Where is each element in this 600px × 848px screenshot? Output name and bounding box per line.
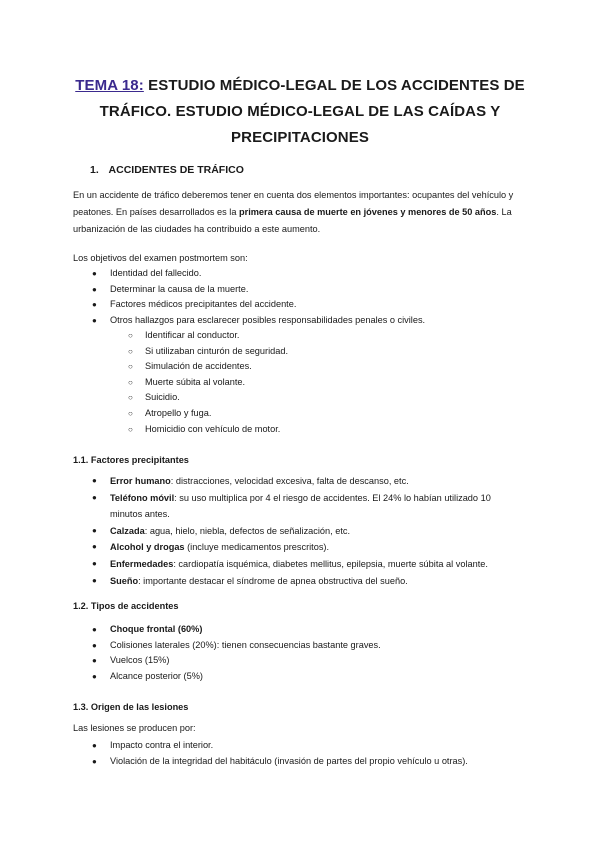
factor-label: Sueño [110, 575, 139, 586]
title-text: ESTUDIO MÉDICO-LEGAL DE LOS ACCIDENTES DE TRÁFICO. ESTUDIO MÉDICO-LEGAL DE LAS CAÍDAS Y PRECIPITACIONES [99, 77, 525, 146]
list-item-text: Vuelcos (15%) [110, 655, 170, 666]
factor-label: Enfermedades [110, 558, 174, 569]
list-item [0, 406, 600, 422]
bullet-icon: ● [92, 656, 97, 666]
bullet-icon: ● [92, 525, 97, 535]
intro-text-bold: primera causa de muerte en jóvenes y menores de 50 años [239, 207, 497, 217]
list-item [0, 622, 600, 638]
list-item [0, 754, 600, 770]
list-item-text: Muerte súbita al volante. [145, 376, 246, 387]
list-item-text: Factores médicos precipitantes del accidente. [110, 299, 297, 310]
list-item [0, 638, 600, 654]
list-item [0, 422, 600, 438]
tema-number-link[interactable]: TEMA 18: [75, 77, 144, 94]
list-item-text: Si utilizaban cinturón de seguridad. [145, 345, 289, 356]
bullet-icon: ● [92, 640, 97, 650]
subsection-heading-factores: 1.1. Factores precipitantes [73, 455, 189, 465]
list-item [0, 738, 600, 754]
list-item [0, 473, 520, 490]
list-item-text: Homicidio con vehículo de motor. [145, 423, 281, 434]
list-item-text: Identificar al conductor. [145, 330, 240, 340]
subsection-heading-tipos: 1.2. Tipos de accidentes [73, 601, 179, 611]
list-item [0, 669, 600, 685]
list-item [0, 523, 520, 540]
bullet-icon: ● [92, 300, 97, 310]
list-item-text: Colisiones laterales (20%): tienen consecuencias bastante graves. [110, 639, 381, 650]
factor-text: : su uso multiplica por 4 el riesgo de accidentes. El 24% lo habían utilizado 10 minutos antes. [110, 492, 491, 520]
types-list [0, 622, 600, 684]
factor-text: : agua, hielo, niebla, defectos de señalización, etc. [144, 525, 351, 536]
list-item [0, 539, 520, 556]
factor-text: : cardiopatía isquémica, diabetes mellitus, epilepsia, muerte súbita al volante. [173, 558, 488, 569]
list-item-text: Simulación de accidentes. [145, 361, 252, 372]
bullet-icon: ● [92, 492, 97, 502]
list-item-text: Atropello y fuga. [145, 407, 212, 418]
list-item [0, 490, 520, 523]
bullet-icon: ● [92, 575, 97, 585]
list-item [0, 328, 600, 344]
bullet-icon: ● [92, 284, 97, 294]
list-item [0, 313, 600, 329]
factor-label: Error humano [110, 476, 171, 486]
list-item [0, 344, 600, 360]
sub-bullet-icon: ○ [128, 393, 133, 403]
list-item [0, 653, 600, 669]
bullet-icon: ● [92, 756, 97, 766]
list-item [0, 266, 600, 282]
section-heading-accidentes [90, 164, 244, 176]
sub-bullet-icon: ○ [128, 408, 133, 418]
origin-list [0, 738, 600, 769]
objectives-list [0, 266, 600, 328]
section-heading-text: ACCIDENTES DE TRÁFICO [108, 164, 244, 176]
page-title [60, 73, 540, 151]
list-item [0, 297, 600, 313]
sub-objectives-list [0, 328, 600, 437]
list-item [0, 282, 600, 298]
bullet-icon: ● [92, 269, 97, 278]
factor-label: Alcohol y drogas [110, 542, 185, 553]
sub-bullet-icon: ○ [128, 346, 133, 356]
list-item [0, 390, 600, 406]
bullet-icon: ● [92, 558, 97, 568]
intro-paragraph [73, 187, 533, 238]
list-item-text: Identidad del fallecido. [110, 268, 202, 278]
sub-bullet-icon: ○ [128, 331, 133, 340]
intro-text-a: En un accidente de tráfico deberemos tener en cuenta dos elementos importantes: ocupantes del vehículo y peatones. En países desarrollados es la [73, 190, 514, 217]
bullet-icon: ● [92, 476, 97, 485]
factors-list [0, 473, 600, 589]
sub-bullet-icon: ○ [128, 377, 133, 387]
bullet-icon: ● [92, 671, 97, 681]
list-item [0, 359, 600, 375]
list-item-text: Determinar la causa de la muerte. [110, 283, 249, 294]
list-item-text: Impacto contra el interior. [110, 740, 214, 750]
intro-text-b: . La urbanización de las ciudades ha contribuido a este aumento. [73, 207, 512, 234]
factor-text: (incluye medicamentos prescritos). [184, 542, 330, 553]
bullet-icon: ● [92, 542, 97, 552]
list-item-text: Violación de la integridad del habitáculo (invasión de partes del propio vehículo u otras). [110, 755, 468, 766]
list-item-text: Otros hallazgos para esclarecer posibles responsabilidades penales o civiles. [110, 314, 426, 325]
factor-label: Teléfono móvil [110, 492, 175, 503]
factor-text: : importante destacar el síndrome de apnea obstructiva del sueño. [138, 575, 408, 586]
origin-intro: Las lesiones se producen por: [73, 723, 196, 733]
factor-text: : distracciones, velocidad excesiva, falta de descanso, etc. [170, 476, 409, 486]
list-item [0, 573, 520, 590]
bullet-icon: ● [92, 741, 97, 750]
sub-bullet-icon: ○ [128, 424, 133, 434]
list-item-text: Suicidio. [145, 392, 180, 403]
list-item [0, 556, 520, 573]
list-item-text: Alcance posterior (5%) [110, 670, 203, 681]
objectives-intro: Los objetivos del examen postmortem son: [73, 253, 248, 263]
factor-label: Calzada [110, 525, 145, 536]
subsection-heading-origen: 1.3. Origen de las lesiones [73, 702, 189, 712]
sub-bullet-icon: ○ [128, 362, 133, 372]
section-number: 1. [90, 164, 99, 176]
bullet-icon: ● [92, 625, 97, 634]
bullet-icon: ● [92, 315, 97, 325]
type-label: Choque frontal (60%) [110, 624, 203, 634]
list-item [0, 375, 600, 391]
